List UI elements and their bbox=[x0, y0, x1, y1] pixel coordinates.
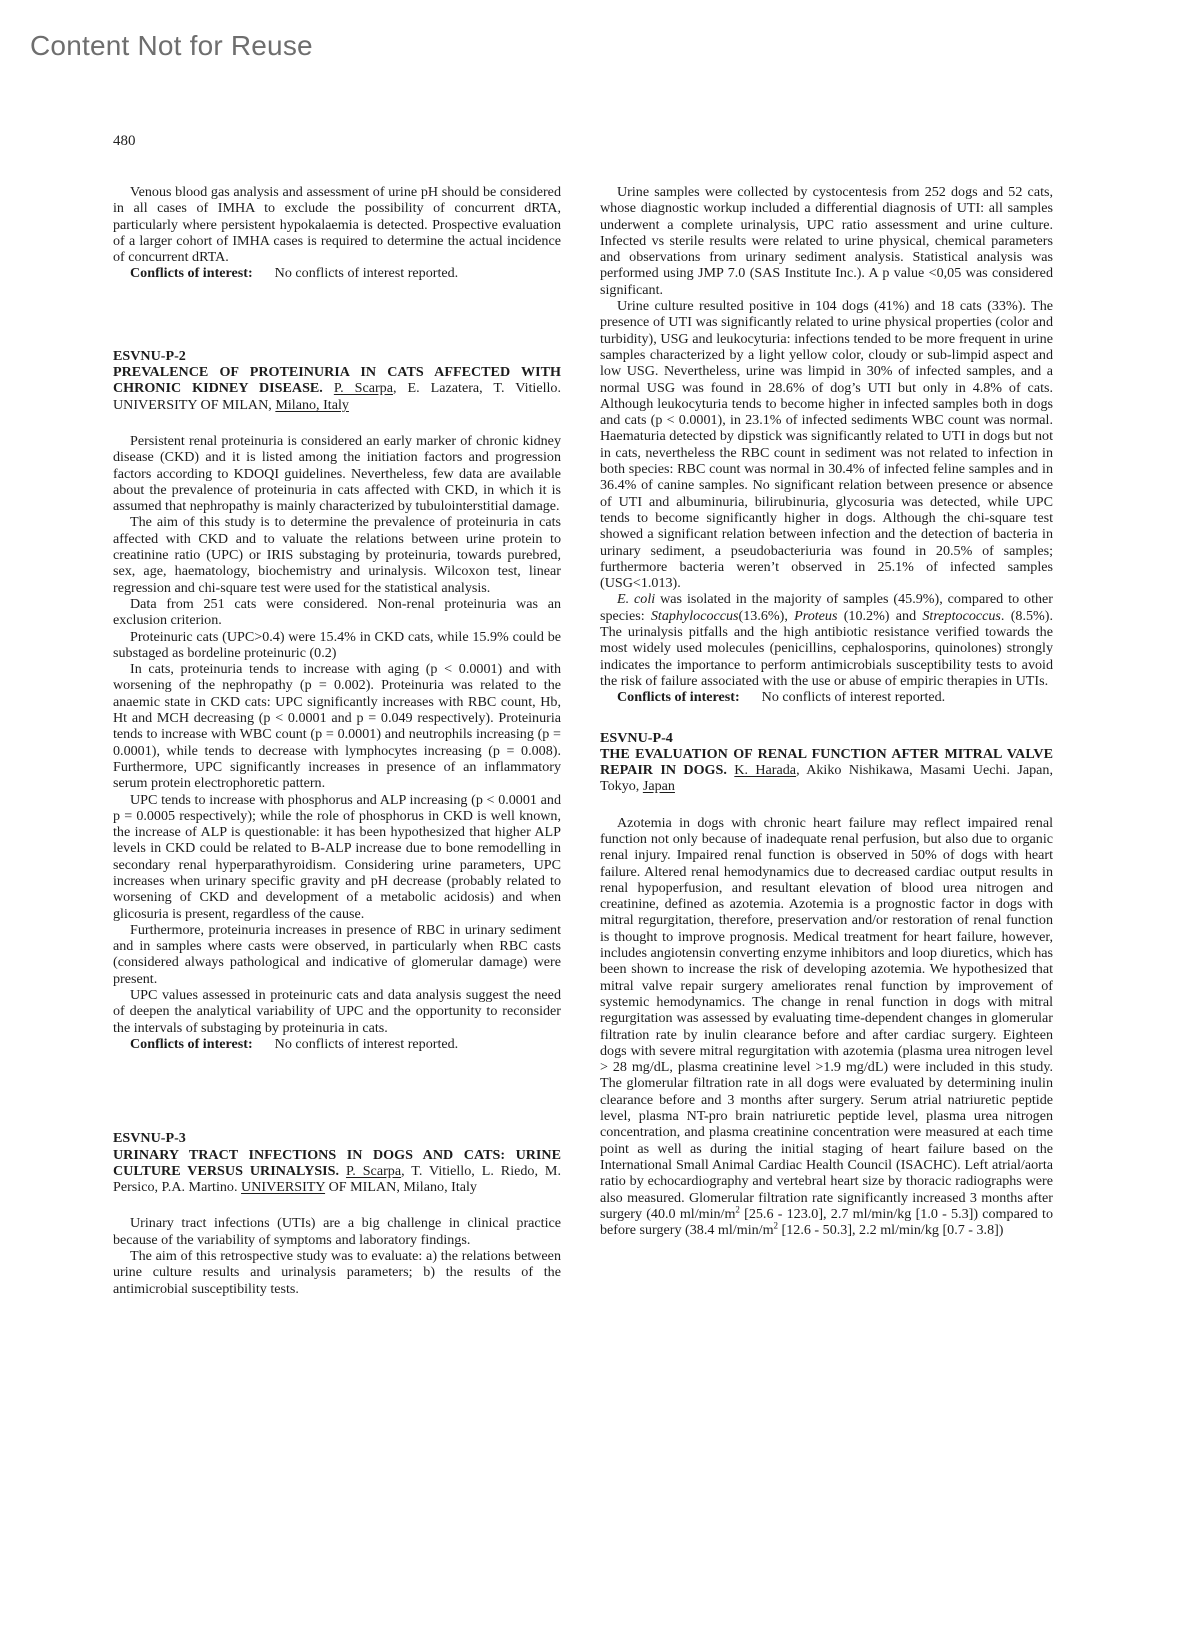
text-run: was isolated in the majority of samples (45.9%), compared to other species: bbox=[600, 591, 1054, 624]
abstract-paragraph: In cats, proteinuria tends to increase with aging (p < 0.0001) and with worsening of the nephropathy (p = 0.002). Proteinuria was related to the anaemic state in CKD cats: UPC significantly increases with RBC count, Hb, Ht and MCH decreasing (p < 0.0001 and p = 0.049 respectively). Proteinuria tends to increase with WBC count (p = 0.0001) and neutrophils increasing (p = 0.0001), while tends to decrease with lymphocytes increasing (p = 0.008). Furthermore, UPC significantly increases in presence of an inflammatory serum protein electrophoretic pattern. bbox=[113, 661, 561, 792]
abstract-paragraph-species bbox=[600, 591, 1053, 689]
abstract-id: ESVNU-P-4 bbox=[600, 729, 673, 746]
species-staphylococcus: Staphylococcus bbox=[650, 607, 739, 624]
abstract-title: URINARY TRACT INFECTIONS IN DOGS AND CATS: URINE CULTURE VERSUS URINALYSIS. bbox=[113, 1146, 561, 1179]
abstract-paragraph: Furthermore, proteinuria increases in presence of RBC in urinary sediment and in samples where casts were observed, in particularly when RBC casts (considered always pathological and indicative of glomerular damage) were present. bbox=[113, 921, 561, 987]
abstract-paragraph bbox=[600, 815, 1053, 1239]
author-location: Milano, Italy bbox=[275, 396, 349, 413]
abstract-paragraph: UPC tends to increase with phosphorus and ALP increasing (p < 0.0001 and p = 0.0005 respectively); while the role of phosphorus in CKD is well known, the increase of ALP is questionable: it has been hypothesized that higher ALP levels in CKD could be related to B-ALP increase due to bone remodelling in secondary renal hyperparathyroidism. Considering urine parameters, UPC increases when urinary specific gravity and pH decrease (probably related to worsening of CKD and development of a metabolic acidosis) and when glicosuria is present, regardless of the cause. bbox=[113, 791, 561, 922]
abstract-title-block bbox=[113, 1147, 561, 1196]
abstract-paragraph: Urine culture resulted positive in 104 dogs (41%) and 18 cats (33%). The presence of UTI was significantly related to urine physical properties (color and turbidity), USG and leukocyturia: infections tended to be more frequent in urine samples characterized by a light yellow color, cloudy or sub-limpid aspect and low USG. Nevertheless, urine was limpid in 30% of infected samples, and a normal USG was found in 28.6% of dog’s UTI but only in 4.8% of cats. Although leukocyturia tends to become higher in infected samples both in dogs and cats (p < 0.0001), in 23.1% of infected sediments WBC count was normal. Haematuria detected by dipstick was significantly related to UTI in dogs but not in cats, nevertheless the RBC count in sediment was not related to infection in both species: RBC count was normal in 30.4% of infected feline samples and in 36.4% of canine samples. No significant relation between presence or absence of UTI and albuminuria, bilirubinuria, glycosuria was detected, while UPC tends to become significantly higher in dogs. Although the chi-square test showed a significant relation between infection and the detection of bacteria in urinary sediment, a pseudobacteriuria was found in 20.5% of samples; furthermore bacteria weren’t observed in 25.1% of infected samples (USG<1.013). bbox=[600, 298, 1053, 592]
conflicts-label: Conflicts of interest: bbox=[130, 265, 253, 282]
species-streptococcus: Streptococcus bbox=[922, 607, 1001, 624]
abstract-paragraph: Persistent renal proteinuria is considered an early marker of chronic kidney disease (CKD) and it is listed among the initiation factors and progression factors according to KDOQI guidelines. Nevertheless, few data are available about the prevalence of proteinuria in cats affected with CKD, in which it is assumed that nephropathy is mainly characterized by tubulointerstitial damage. bbox=[113, 432, 561, 515]
abstract-id: ESVNU-P-3 bbox=[113, 1130, 186, 1147]
watermark: Content Not for Reuse bbox=[30, 30, 313, 61]
author-location: OF MILAN, Milano, Italy bbox=[325, 1179, 477, 1196]
text-run: (13.6%), bbox=[738, 607, 795, 624]
abstract-id: ESVNU-P-2 bbox=[113, 347, 186, 364]
superscript: 2 bbox=[773, 1220, 779, 1231]
abstract-title: PREVALENCE OF PROTEINURIA IN CATS AFFECTED WITH CHRONIC KIDNEY DISEASE. bbox=[113, 364, 561, 397]
right-column bbox=[600, 184, 1053, 1238]
abstract-paragraph: The aim of this study is to determine the prevalence of proteinuria in cats affected with CKD and to valuate the relations between urine protein to creatinine ratio (UPC) or IRIS substaging by proteinuria, towards purebred, sex, age, haematology, biochemistry and urinalysis. Wilcoxon test, linear regression and chi-square test were used for the statistical analysis. bbox=[113, 514, 561, 596]
text-run: . (8.5%). The urinalysis pitfalls and the high antibiotic resistance verified towards the most widely used molecules (penicillins, cephalosporins, quinolones) strongly indicates the importance to perform antimicrobials susceptibility tests to avoid the risk of failure associated with the use or abuse of empiric therapies in UTIs. bbox=[600, 607, 1053, 689]
text-run: Azotemia in dogs with chronic heart failure may reflect impaired renal function not only because of inadequate renal perfusion, but also due to organic renal injury. Impaired renal function is observed in 50% of dogs with heart failure. Altered renal hemodynamics due to decreased cardiac output results in renal hypoperfusion, and resultant elevation of blood urea nitrogen and creatinine, defined as azotemia. Azotemia is a prognostic factor in dogs with mitral regurgitation, therefore, preservation and/or restoration of renal function is thought to improve prognosis. Medical treatment for heart failure, however, includes angiotensin converting enzyme inhibitors and loop diuretics, which has been shown to increase the risk of developing azotemia. We hypothesized that mitral valve repair surgery ameliorates renal function by improvement of systemic hemodynamics. The change in renal function in dogs with mitral regurgitation was assessed by evaluating time-dependent changes in glomerular filtration rate by inulin clearance before and after cardiac surgery. Eighteen dogs with severe mitral regurgitation with azotemia (plasma urea nitrogen level > 28 mg/dL, plasma creatinine level >1.9 mg/dL) were included in this study. The glomerular filtration rate in all dogs were evaluated by determining inulin clearance before and 3 months after surgery. Serum atrial natriuretic peptide level, plasma NT-pro brain natriuretic peptide level, plasma urea nitrogen concentration, and plasma creatinine concentration were measured at each time point as well as during the initial staging of heart failure based on the International Small Animal Cardiac Health Council (ISACHC). Left atrial/aorta ratio by echocardiography and vertebral heart size by thoracic radiographs were also measured. Glomerular filtration rate significantly increased 3 months after surgery (40.0 ml/min/m bbox=[600, 814, 1053, 1222]
left-column bbox=[113, 184, 561, 1297]
abstract-esvnu-p-2 bbox=[113, 348, 561, 1052]
abstract-title: THE EVALUATION OF RENAL FUNCTION AFTER MITRAL VALVE REPAIR IN DOGS. bbox=[600, 745, 1053, 779]
conflicts-label: Conflicts of interest: bbox=[617, 689, 740, 706]
text-run: (10.2%) and bbox=[837, 607, 923, 624]
authors: , T. Vitiello, L. Riedo, M. Persico, P.A. Martino. bbox=[113, 1162, 561, 1196]
abstract-title-block bbox=[600, 746, 1053, 795]
conflicts-of-interest-1 bbox=[113, 265, 561, 281]
abstract-paragraph: The aim of this retrospective study was to evaluate: a) the relations between urine culture results and urinalysis parameters; b) the results of the antimicrobial susceptibility tests. bbox=[113, 1248, 561, 1297]
abstract-paragraph: Data from 251 cats were considered. Non-renal proteinuria was an exclusion criterion. bbox=[113, 595, 561, 629]
presenting-author: P. Scarpa bbox=[345, 1162, 402, 1179]
conflicts-of-interest-2 bbox=[113, 1036, 561, 1052]
conflicts-text: No conflicts of interest reported. bbox=[761, 689, 946, 706]
superscript: 2 bbox=[735, 1204, 740, 1215]
abstract-esvnu-p-3 bbox=[113, 1130, 561, 1297]
conflicts-of-interest-3 bbox=[600, 689, 1053, 705]
continued-paragraph: Venous blood gas analysis and assessment of urine pH should be considered in all cases of IMHA to exclude the possibility of concurrent dRTA, particularly where persistent hypokalaemia is detected. Prospective evaluation of a larger cohort of IMHA cases is required to determine the actual incidence of concurrent dRTA. bbox=[113, 184, 561, 266]
abstract-paragraph: Urinary tract infections (UTIs) are a big challenge in clinical practice because of the variability of symptoms and laboratory findings. bbox=[113, 1215, 561, 1248]
species-proteus: Proteus bbox=[794, 607, 838, 624]
presenting-author: P. Scarpa bbox=[333, 380, 393, 397]
conflicts-text: No conflicts of interest reported. bbox=[274, 265, 459, 282]
abstract-paragraph: Proteinuric cats (UPC>0.4) were 15.4% in CKD cats, while 15.9% could be substaged as bordeline proteinuric (0.2) bbox=[113, 628, 561, 661]
conflicts-label: Conflicts of interest: bbox=[130, 1035, 253, 1052]
abstract-esvnu-p-4 bbox=[600, 730, 1053, 1239]
page-number: 480 bbox=[113, 133, 136, 149]
abstract-paragraph: Urine samples were collected by cystocentesis from 252 dogs and 52 cats, whose diagnostic workup included a differential diagnosis of UTI: all samples underwent a complete urinalysis, UPC ratio assessment and urine culture. Infected vs sterile results were related to urine physical, chemical parameters and observations from urinary sediment analysis. Statistical analysis was performed using JMP 7.0 (SAS Institute Inc.). A p value <0,05 was considered significant. bbox=[600, 184, 1053, 298]
species-ecoli: E. coli bbox=[617, 591, 656, 608]
abstract-title-block bbox=[113, 364, 561, 413]
authors: , Akiko Nishikawa, Masami Uechi. Japan, Tokyo, bbox=[600, 762, 1053, 795]
author-institution: UNIVERSITY bbox=[241, 1179, 326, 1196]
conflicts-text: No conflicts of interest reported. bbox=[274, 1035, 459, 1052]
presenting-author: K. Harada bbox=[734, 762, 797, 779]
author-location: Japan bbox=[642, 778, 675, 795]
authors: , E. Lazatera, T. Vitiello. UNIVERSITY OF MILAN, bbox=[113, 380, 561, 413]
abstract-paragraph: UPC values assessed in proteinuric cats and data analysis suggest the need of deepen the analytical variability of UPC and the opportunity to reconsider the intervals of substaging by proteinuria in cats. bbox=[113, 987, 561, 1036]
text-run: [12.6 - 50.3], 2.2 ml/min/kg [0.7 - 3.8]) bbox=[778, 1222, 1004, 1239]
text-run: [25.6 - 123.0], 2.7 ml/min/kg [1.0 - 5.3]) compared to before surgery (38.4 ml/min/m bbox=[600, 1205, 1054, 1239]
